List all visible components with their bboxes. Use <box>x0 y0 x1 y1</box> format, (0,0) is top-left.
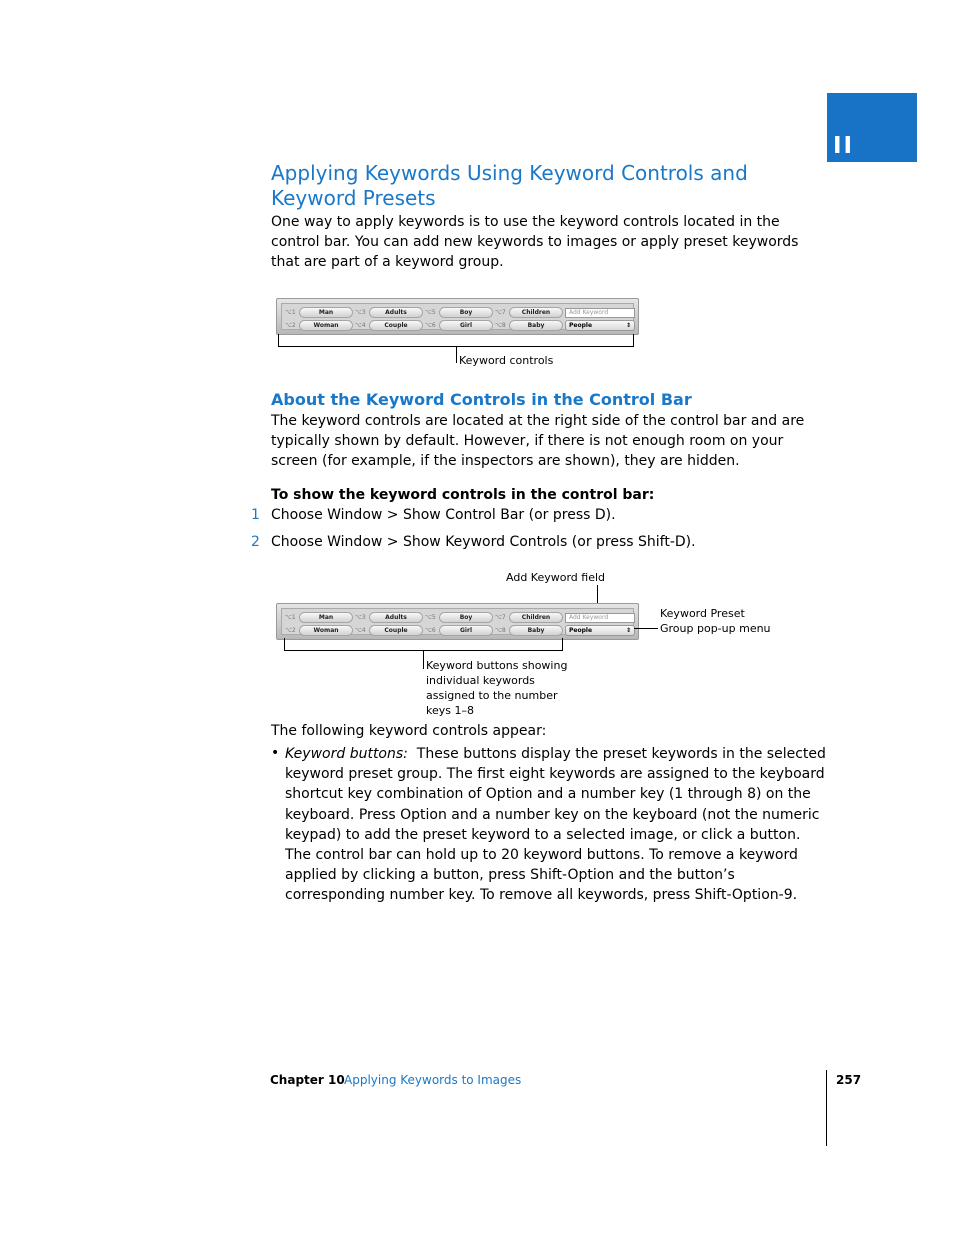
part-tab <box>827 93 917 162</box>
keyword-button-1[interactable]: Man <box>299 612 353 623</box>
section-heading: Applying Keywords Using Keyword Controls and Keyword Presets <box>271 161 748 210</box>
shortcut-key-5: ⌥5 <box>425 614 436 621</box>
popup-arrows-icon: ⇕ <box>625 627 631 634</box>
shortcut-key-4: ⌥4 <box>355 627 366 634</box>
subsection-heading: About the Keyword Controls in the Control Bar <box>271 390 692 409</box>
task-heading: To show the keyword controls in the control bar: <box>271 487 655 503</box>
shortcut-key-8: ⌥8 <box>495 322 506 329</box>
keyword-button-2[interactable]: Woman <box>299 320 353 331</box>
popup-arrows-icon: ⇕ <box>625 322 631 329</box>
bullet-body: These buttons display the preset keywords in the selected keyword preset group. The first eight keywords are assigned to the keyboard shortcut key combination of Option and a number key (1 through 8) on the keyboard. Press Option and a number key on the keyboard (not the numeric keypad) to add the preset keyword to a selected image, or click a button. The control bar can hold up to 20 keyword buttons. To remove a keyword applied by clicking a button, press Shift-Option and the button’s corresponding number key. To remove all keywords, press Shift-Option-9. <box>285 746 826 904</box>
step-1-number: 1 <box>251 507 260 523</box>
keyword-button-1[interactable]: Man <box>299 307 353 318</box>
shortcut-key-2: ⌥2 <box>285 322 296 329</box>
keyword-button-3[interactable]: Adults <box>369 612 423 623</box>
keyword-button-6[interactable]: Girl <box>439 320 493 331</box>
preset-group-caption: Keyword Preset Group pop-up menu <box>660 607 771 635</box>
keyword-button-7[interactable]: Children <box>509 612 563 623</box>
keyword-button-7[interactable]: Children <box>509 307 563 318</box>
add-keyword-field[interactable]: Add Keyword <box>565 308 635 318</box>
about-paragraph: The keyword controls are located at the right side of the control bar and are typically shown by default. However, if there is not enough room on your screen (for example, if the inspectors are shown), they are hidden. <box>271 413 805 469</box>
keyword-button-4[interactable]: Couple <box>369 320 423 331</box>
shortcut-key-3: ⌥3 <box>355 614 366 621</box>
keyword-button-8[interactable]: Baby <box>509 320 563 331</box>
shortcut-key-4: ⌥4 <box>355 322 366 329</box>
preset-group-label: People <box>569 627 593 634</box>
shortcut-key-8: ⌥8 <box>495 627 506 634</box>
keyword-buttons-caption: Keyword buttons showing individual keywords assigned to the number keys 1–8 <box>426 659 568 717</box>
keyword-button-5[interactable]: Boy <box>439 307 493 318</box>
keyword-button-6[interactable]: Girl <box>439 625 493 636</box>
keyword-controls-figure-1 <box>276 298 639 335</box>
figure-1-caption: Keyword controls <box>459 354 554 367</box>
bullet-dot: • <box>271 745 280 761</box>
shortcut-key-2: ⌥2 <box>285 627 296 634</box>
following-text: The following keyword controls appear: <box>271 723 547 739</box>
page-number: 257 <box>836 1073 862 1087</box>
keyword-preset-group-popup[interactable] <box>565 625 635 636</box>
keyword-button-4[interactable]: Couple <box>369 625 423 636</box>
shortcut-key-1: ⌥1 <box>285 309 296 316</box>
shortcut-key-7: ⌥7 <box>495 614 506 621</box>
step-1-text: Choose Window > Show Control Bar (or press D). <box>271 507 616 523</box>
shortcut-key-7: ⌥7 <box>495 309 506 316</box>
keyword-button-2[interactable]: Woman <box>299 625 353 636</box>
step-2-number: 2 <box>251 534 260 550</box>
intro-paragraph: One way to apply keywords is to use the keyword controls located in the control bar. You can add new keywords to images or apply preset keywords that are part of a keyword group. <box>271 214 799 270</box>
keyword-controls-figure-2 <box>276 603 639 640</box>
shortcut-key-5: ⌥5 <box>425 309 436 316</box>
shortcut-key-6: ⌥6 <box>425 627 436 634</box>
part-tab-label: II <box>833 133 855 159</box>
bullet-term: Keyword buttons: <box>285 746 408 762</box>
footer-chapter-title: Applying Keywords to Images <box>344 1073 522 1087</box>
keyword-preset-group-popup[interactable] <box>565 320 635 331</box>
shortcut-key-6: ⌥6 <box>425 322 436 329</box>
footer-chapter: Chapter 10 <box>270 1073 345 1087</box>
keyword-button-3[interactable]: Adults <box>369 307 423 318</box>
step-2-text: Choose Window > Show Keyword Controls (or press Shift-D). <box>271 534 696 550</box>
keyword-button-5[interactable]: Boy <box>439 612 493 623</box>
footer-divider <box>826 1070 827 1146</box>
keyword-button-8[interactable]: Baby <box>509 625 563 636</box>
bullet-keyword-buttons <box>285 744 830 906</box>
shortcut-key-3: ⌥3 <box>355 309 366 316</box>
preset-group-label: People <box>569 322 593 329</box>
shortcut-key-1: ⌥1 <box>285 614 296 621</box>
add-keyword-field[interactable]: Add Keyword <box>565 613 635 623</box>
add-keyword-caption: Add Keyword field <box>506 571 606 584</box>
